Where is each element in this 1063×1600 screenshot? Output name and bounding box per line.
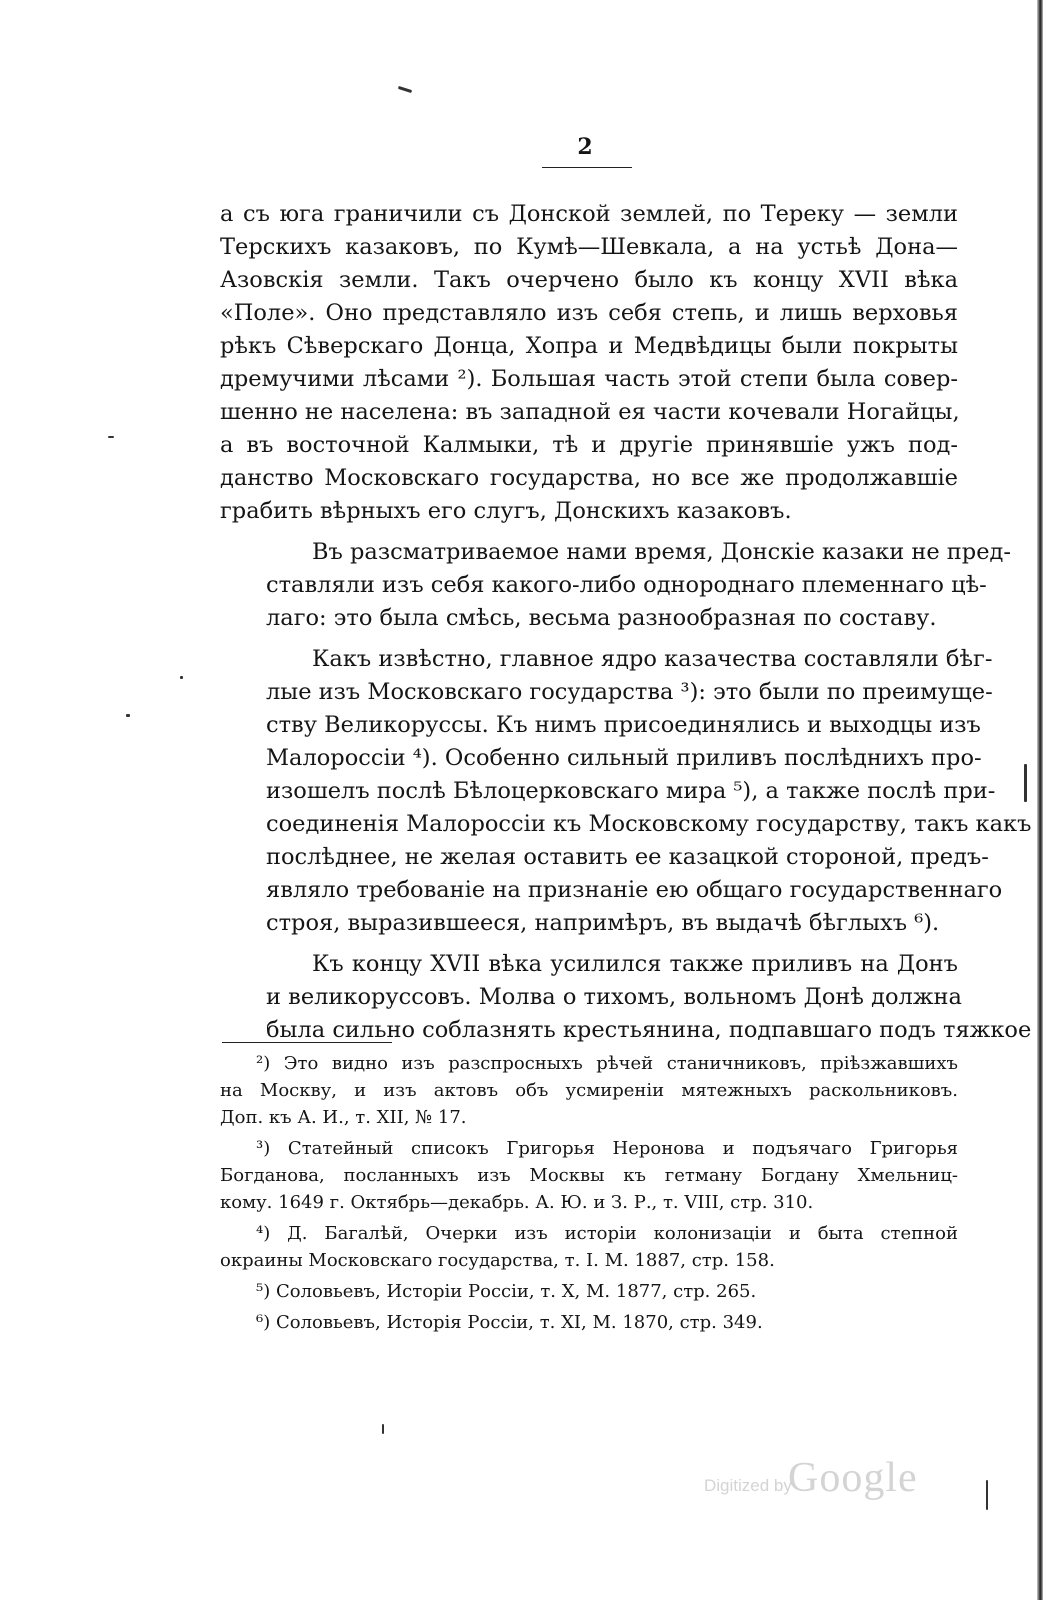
footnote-line: ²) Это видно изъ разспросныхъ рѣчей станичниковъ, пріѣзжавшихъ [256, 1053, 958, 1074]
footnote [220, 1135, 958, 1216]
footnote [220, 1278, 958, 1305]
text-line: соединенія Малороссіи къ Московскому государству, такъ какъ [266, 811, 1032, 837]
page-number: 2 [577, 134, 593, 160]
digitized-by-google-watermark [700, 1452, 930, 1512]
text-line: лые изъ Московскаго государства ³): это были по преимуще- [266, 679, 993, 705]
scan-speck [108, 436, 114, 438]
text-line: являло требованіе на признаніе ею общаго государственнаго [266, 877, 1003, 903]
paragraph [220, 536, 1011, 635]
footnote-line: Доп. къ А. И., т. XII, № 17. [220, 1107, 467, 1128]
scan-speck [382, 1424, 384, 1434]
text-line: строя, выразившееся, напримѣръ, въ выдачѣ бѣглыхъ ⁶). [266, 910, 940, 936]
footnote-line: кому. 1649 г. Октябрь—декабрь. А. Ю. и З. Р., т. VIII, стр. 310. [220, 1192, 814, 1213]
text-line: Къ концу XVII вѣка усилился также приливъ на Донъ [312, 951, 958, 977]
footnote [220, 1050, 958, 1131]
text-line: грабить вѣрныхъ его слугъ, Донскихъ казаковъ. [220, 498, 792, 524]
footnote-line: ³) Статейный списокъ Григорья Неронова и подъячаго Григорья [256, 1138, 958, 1159]
main-text [220, 198, 1032, 1055]
text-line: а съ юга граничили съ Донской землей, по Тереку — земли [220, 201, 958, 227]
footnote-line: ⁴) Д. Багалѣй, Очерки изъ исторіи колонизаціи и быта степной [256, 1223, 958, 1244]
text-line: и великоруссовъ. Молва о тихомъ, вольномъ Донѣ должна [266, 984, 962, 1010]
paragraph [220, 198, 958, 528]
footnotes [220, 1050, 958, 1340]
text-line: а въ восточной Калмыки, тѣ и другіе принявшіе ужъ под- [220, 432, 958, 458]
scan-speck [1024, 764, 1027, 802]
text-line: шенно не населена: въ западной ея части кочевали Ногайцы, [220, 399, 960, 425]
text-line: Въ разсматриваемое нами время, Донскіе казаки не пред- [312, 539, 1011, 565]
text-line: Терскихъ казаковъ, по Кумѣ—Шевкала, а на устьѣ Дона— [220, 234, 958, 260]
paragraph [220, 948, 1032, 1047]
text-line: ству Великоруссы. Къ нимъ присоединялись и выходцы изъ [266, 712, 981, 738]
page-number-rule [542, 167, 632, 168]
footnote-line: ⁵) Соловьевъ, Исторіи Россіи, т. X, М. 1877, стр. 265. [256, 1281, 757, 1302]
scan-speck [126, 714, 130, 717]
footnote [220, 1309, 958, 1336]
text-line: лаго: это была смѣсь, весьма разнообразная по составу. [266, 605, 937, 631]
text-line: дремучими лѣсами ²). Большая часть этой степи была совер- [220, 366, 958, 392]
footnote [220, 1220, 958, 1274]
text-line: была сильно соблазнять крестьянина, подпавшаго подъ тяжкое [266, 1017, 1032, 1043]
text-line: изошелъ послѣ Бѣлоцерковскаго мира ⁵), а также послѣ при- [266, 778, 996, 804]
scan-speck [180, 676, 183, 679]
text-line: Азовскія земли. Такъ очерчено было къ концу XVII вѣка [220, 267, 958, 293]
footnote-line: окраины Московскаго государства, т. I. М. 1887, стр. 158. [220, 1250, 775, 1271]
footnote-line: Богданова, посланныхъ изъ Москвы къ гетману Богдану Хмельниц- [220, 1165, 958, 1186]
text-line: ставляли изъ себя какого-либо однороднаго племеннаго цѣ- [266, 572, 987, 598]
footnote-line: на Москву, и изъ актовъ объ усмиреніи мятежныхъ раскольниковъ. [220, 1080, 958, 1101]
text-line: послѣднее, не желая оставить ее казацкой стороной, предъ- [266, 844, 989, 870]
footnote-line: ⁶) Соловьевъ, Исторія Россіи, т. XI, М. 1870, стр. 349. [256, 1312, 763, 1333]
text-line: Какъ извѣстно, главное ядро казачества составляли бѣг- [312, 646, 993, 672]
text-line: Малороссіи ⁴). Особенно сильный приливъ послѣднихъ про- [266, 745, 982, 771]
text-line: рѣкъ Сѣверскаго Донца, Хопра и Медвѣдицы были покрыты [220, 333, 958, 359]
footnote-separator [222, 1042, 392, 1043]
google-logo: Google [788, 1455, 918, 1501]
page-edge-shadow [1037, 0, 1043, 1600]
scan-speck [398, 86, 412, 93]
paragraph [220, 643, 1032, 940]
scan-speck [986, 1480, 988, 1510]
text-line: «Поле». Оно представляло изъ себя степь, и лишь верховья [220, 300, 958, 326]
text-line: данство Московскаго государства, но все же продолжавшіе [220, 465, 958, 491]
watermark-prefix: Digitized by [704, 1476, 792, 1495]
